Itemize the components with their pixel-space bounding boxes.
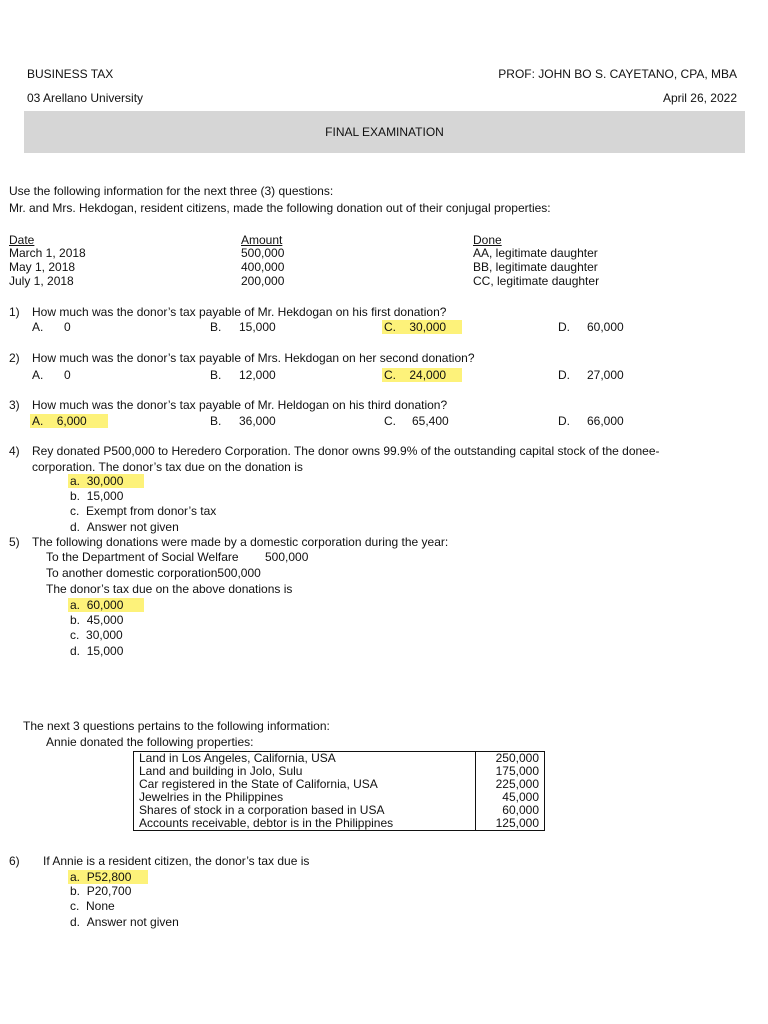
properties-table bbox=[133, 751, 545, 831]
q1-choice-c-letter: C. bbox=[384, 320, 396, 334]
q1-choice-c-value: 30,000 bbox=[409, 320, 447, 334]
q1-choice-b-value: 15,000 bbox=[239, 320, 276, 334]
table-row bbox=[134, 752, 545, 766]
question-2-number: 2) bbox=[9, 351, 20, 365]
course-title: BUSINESS TAX bbox=[27, 67, 114, 81]
q6-correct-answer-highlight bbox=[68, 870, 148, 884]
question-3-text: How much was the donor’s tax payable of Mr. Heldogan on his third donation? bbox=[32, 398, 448, 412]
property-amount: 125,000 bbox=[476, 817, 545, 831]
q2-choice-b-letter: B. bbox=[210, 368, 222, 382]
q3-choice-a-value: 6,000 bbox=[56, 414, 87, 428]
info-2-line-1: The next 3 questions pertains to the following information: bbox=[23, 719, 330, 733]
property-description: Land in Los Angeles, California, USA bbox=[134, 752, 476, 766]
table-row bbox=[134, 817, 545, 831]
property-description: Land and building in Jolo, Sulu bbox=[134, 765, 476, 778]
q5-item-1-amount: 500,000 bbox=[265, 550, 309, 564]
q3-choice-b-letter: B. bbox=[210, 414, 222, 428]
property-amount: 250,000 bbox=[476, 752, 545, 766]
question-4-text-line-2: corporation. The donor’s tax due on the donation is bbox=[32, 460, 303, 474]
q2-choice-d-value: 27,000 bbox=[587, 368, 624, 382]
q5-choice-b: b. 45,000 bbox=[70, 613, 124, 627]
q1-choice-a-value: 0 bbox=[64, 320, 71, 334]
intro-line-1: Use the following information for the next three (3) questions: bbox=[9, 184, 334, 198]
property-amount: 175,000 bbox=[476, 765, 545, 778]
q4-choice-d: d. Answer not given bbox=[70, 520, 179, 534]
q2-correct-answer-highlight bbox=[382, 368, 462, 382]
q3-choice-a-letter: A. bbox=[32, 414, 44, 428]
property-description: Accounts receivable, debtor is in the Philippines bbox=[134, 817, 476, 831]
exam-date: April 26, 2022 bbox=[662, 91, 737, 105]
donation-date: May 1, 2018 bbox=[9, 260, 76, 274]
q3-choice-d-letter: D. bbox=[558, 414, 570, 428]
intro-line-2: Mr. and Mrs. Hekdogan, resident citizens, made the following donation out of their conjugal properties: bbox=[9, 201, 551, 215]
professor-name: PROF: JOHN BO S. CAYETANO, CPA, MBA bbox=[498, 67, 737, 81]
q4-choice-a-value: 30,000 bbox=[86, 474, 124, 488]
donations-header-done: Done bbox=[473, 233, 502, 247]
donation-amount: 200,000 bbox=[241, 274, 285, 288]
question-6-text: If Annie is a resident citizen, the donor’s tax due is bbox=[43, 854, 310, 868]
q3-choice-b-value: 36,000 bbox=[239, 414, 276, 428]
property-amount: 225,000 bbox=[476, 778, 545, 791]
exam-title-banner bbox=[24, 111, 745, 153]
property-amount: 60,000 bbox=[476, 804, 545, 817]
question-4-number: 4) bbox=[9, 444, 20, 458]
q5-choice-a-value: 60,000 bbox=[86, 598, 124, 612]
donation-donee: BB, legitimate daughter bbox=[473, 260, 598, 274]
q4-choice-c: c. Exempt from donor’s tax bbox=[70, 504, 217, 518]
question-5-text-line-1: The following donations were made by a domestic corporation during the year: bbox=[32, 535, 449, 549]
donation-date: July 1, 2018 bbox=[9, 274, 74, 288]
q1-choice-b-letter: B. bbox=[210, 320, 222, 334]
q2-choice-d-letter: D. bbox=[558, 368, 570, 382]
donation-donee: AA, legitimate daughter bbox=[473, 246, 598, 260]
q4-correct-answer-highlight bbox=[68, 474, 144, 488]
q1-choice-d-letter: D. bbox=[558, 320, 570, 334]
q6-choice-b: b. P20,700 bbox=[70, 884, 132, 898]
q3-choice-d-value: 66,000 bbox=[587, 414, 624, 428]
q5-correct-answer-highlight bbox=[68, 598, 144, 612]
property-description: Shares of stock in a corporation based in USA bbox=[134, 804, 476, 817]
q6-choice-a-value: P52,800 bbox=[86, 870, 132, 884]
q1-choice-d-value: 60,000 bbox=[587, 320, 624, 334]
donations-header-amount: Amount bbox=[241, 233, 283, 247]
property-description: Car registered in the State of California, USA bbox=[134, 778, 476, 791]
q5-choice-a-letter: a. bbox=[70, 598, 81, 612]
q2-choice-c-value: 24,000 bbox=[409, 368, 447, 382]
donations-header-date: Date bbox=[9, 233, 35, 247]
donation-amount: 400,000 bbox=[241, 260, 285, 274]
question-5-number: 5) bbox=[9, 535, 20, 549]
question-1-text: How much was the donor’s tax payable of Mr. Hekdogan on his first donation? bbox=[32, 305, 447, 319]
donation-donee: CC, legitimate daughter bbox=[473, 274, 600, 288]
q3-choice-c-letter: C. bbox=[384, 414, 396, 428]
q5-choice-d: d. 15,000 bbox=[70, 644, 124, 658]
q3-correct-answer-highlight bbox=[30, 414, 108, 428]
q2-choice-a-value: 0 bbox=[64, 368, 71, 382]
q1-choice-a-letter: A. bbox=[32, 320, 44, 334]
section-school: 03 Arellano University bbox=[27, 91, 144, 105]
q2-choice-c-letter: C. bbox=[384, 368, 396, 382]
q5-item-1-label: To the Department of Social Welfare bbox=[46, 550, 239, 564]
question-5-text-line-4: The donor’s tax due on the above donations is bbox=[46, 582, 293, 596]
question-2-text: How much was the donor’s tax payable of Mrs. Hekdogan on her second donation? bbox=[32, 351, 475, 365]
q4-choice-b: b. 15,000 bbox=[70, 489, 124, 503]
q2-choice-b-value: 12,000 bbox=[239, 368, 276, 382]
exam-title: FINAL EXAMINATION bbox=[325, 125, 444, 139]
donation-date: March 1, 2018 bbox=[9, 246, 86, 260]
q6-choice-d: d. Answer not given bbox=[70, 915, 179, 929]
question-4-text-line-1: Rey donated P500,000 to Heredero Corporation. The donor owns 99.9% of the outstanding capital stock of the donee- bbox=[32, 444, 660, 458]
property-description: Jewelries in the Philippines bbox=[134, 791, 476, 804]
question-3-number: 3) bbox=[9, 398, 20, 412]
q5-item-2: To another domestic corporation500,000 bbox=[46, 566, 261, 580]
q6-choice-a-letter: a. bbox=[70, 870, 81, 884]
q2-choice-a-letter: A. bbox=[32, 368, 44, 382]
q3-choice-c-value: 65,400 bbox=[412, 414, 449, 428]
q5-choice-c: c. 30,000 bbox=[70, 628, 123, 642]
question-6-number: 6) bbox=[9, 854, 20, 868]
property-amount: 45,000 bbox=[476, 791, 545, 804]
question-1-number: 1) bbox=[9, 305, 20, 319]
info-2-line-2: Annie donated the following properties: bbox=[46, 735, 254, 749]
q1-correct-answer-highlight bbox=[382, 320, 462, 334]
q4-choice-a-letter: a. bbox=[70, 474, 81, 488]
q6-choice-c: c. None bbox=[70, 899, 115, 913]
donation-amount: 500,000 bbox=[241, 246, 285, 260]
